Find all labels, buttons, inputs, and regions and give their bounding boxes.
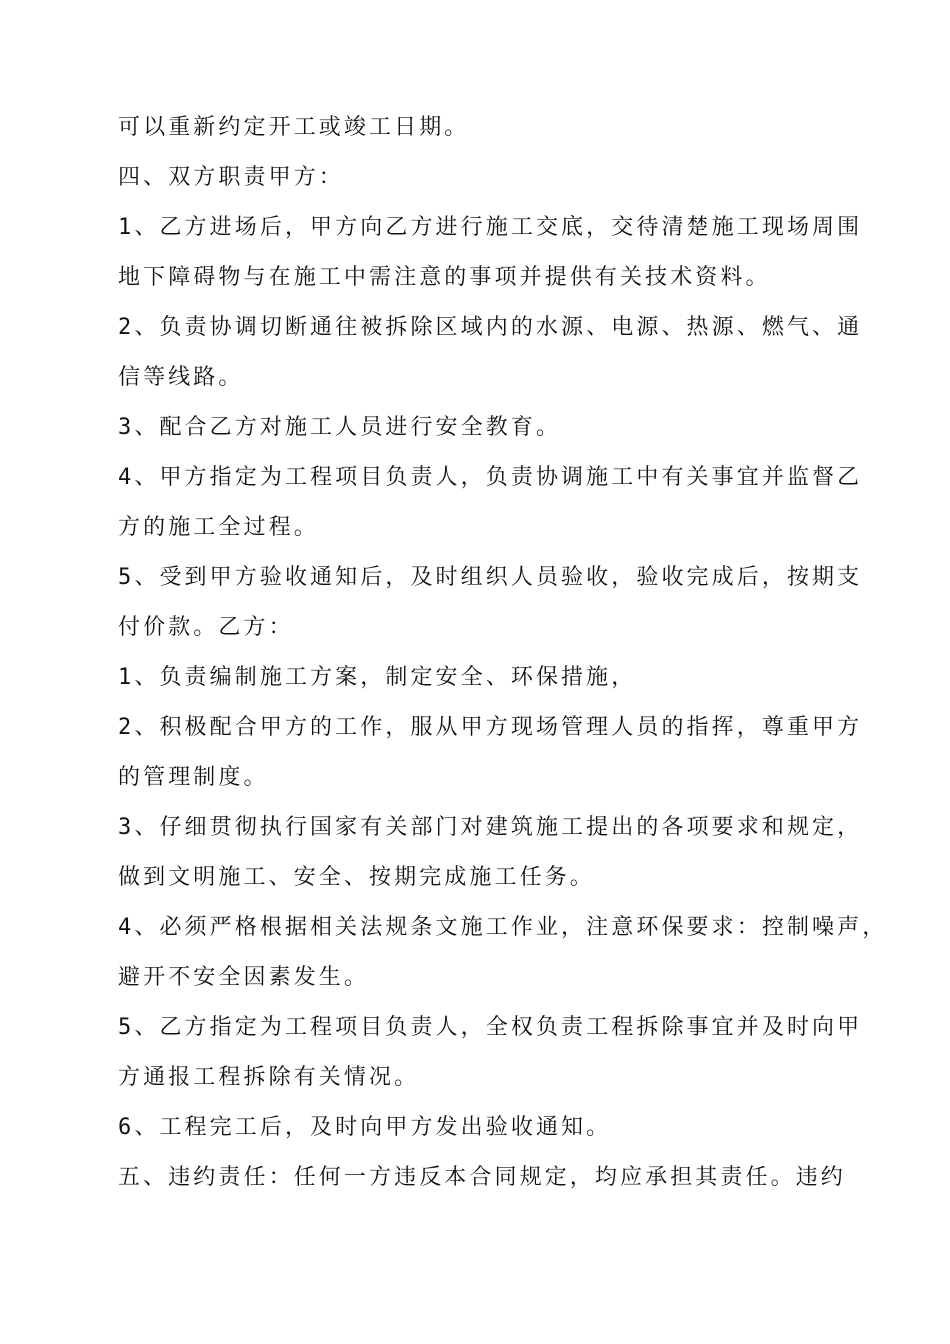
text-line-6: 信等线路。	[118, 365, 244, 390]
text-line-19: 5、乙方指定为工程项目负责人，全权负责工程拆除事宜并及时向甲	[118, 1015, 863, 1040]
text-line-16: 做到文明施工、安全、按期完成施工任务。	[118, 865, 595, 890]
text-line-12: 1、负责编制施工方案，制定安全、环保措施，	[118, 665, 637, 690]
text-line-4: 地下障碍物与在施工中需注意的事项并提供有关技术资料。	[118, 265, 771, 290]
text-line-17: 4、必须严格根据相关法规条文施工作业，注意环保要求：控制噪声，	[118, 915, 888, 940]
text-line-22: 五、违约责任：任何一方违反本合同规定，均应承担其责任。违约	[118, 1165, 846, 1190]
text-line-5: 2、负责协调切断通往被拆除区域内的水源、电源、热源、燃气、通	[118, 315, 863, 340]
text-line-1: 可以重新约定开工或竣工日期。	[118, 115, 470, 140]
text-line-11: 付价款。乙方：	[118, 615, 294, 640]
text-line-3: 1、乙方进场后，甲方向乙方进行施工交底，交待清楚施工现场周围	[118, 215, 863, 240]
text-line-20: 方通报工程拆除有关情况。	[118, 1065, 420, 1090]
text-line-18: 避开不安全因素发生。	[118, 965, 370, 990]
text-line-7: 3、配合乙方对施工人员进行安全教育。	[118, 415, 562, 440]
text-line-10: 5、受到甲方验收通知后，及时组织人员验收，验收完成后，按期支	[118, 565, 863, 590]
text-line-8: 4、甲方指定为工程项目负责人，负责协调施工中有关事宜并监督乙	[118, 465, 863, 490]
text-line-15: 3、仔细贯彻执行国家有关部门对建筑施工提出的各项要求和规定，	[118, 815, 863, 840]
text-line-14: 的管理制度。	[118, 765, 269, 790]
text-line-13: 2、积极配合甲方的工作，服从甲方现场管理人员的指挥，尊重甲方	[118, 715, 863, 740]
text-line-21: 6、工程完工后，及时向甲方发出验收通知。	[118, 1115, 612, 1140]
text-line-2: 四、双方职责甲方：	[118, 165, 344, 190]
text-line-9: 方的施工全过程。	[118, 515, 319, 540]
